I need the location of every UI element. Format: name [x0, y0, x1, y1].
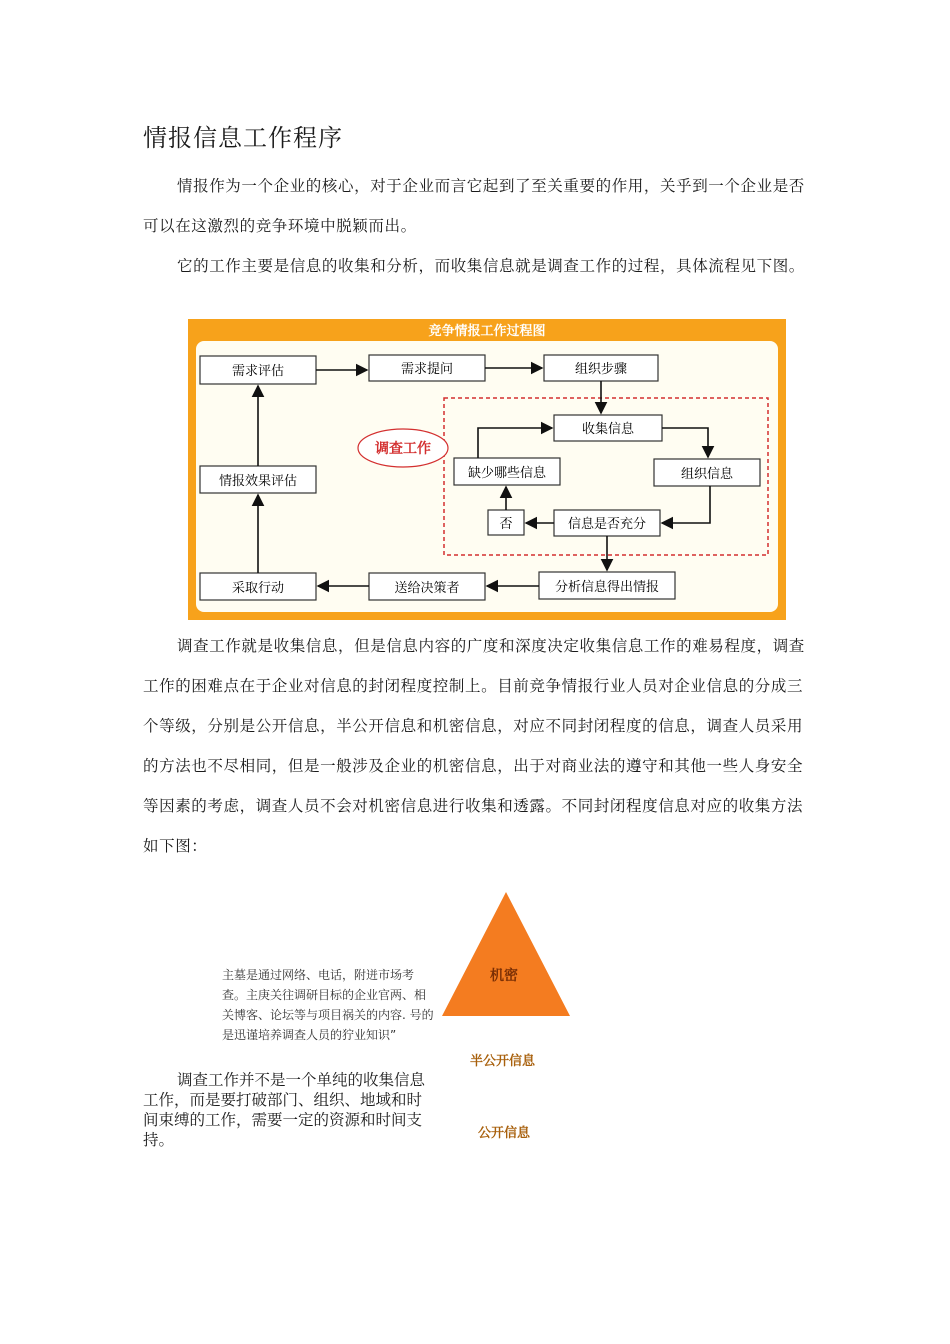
box-collect: [554, 415, 662, 441]
box-demand-eval: [200, 356, 316, 384]
svg-text:需求评估: 需求评估: [231, 364, 285, 379]
pyramid-triangle: [442, 892, 570, 1016]
pyramid-shape: [440, 888, 572, 1020]
box-missing: [454, 458, 560, 485]
paragraph-levels: 调查工作就是收集信息，但是信息内容的广度和深度决定收集信息工作的难易程度，调查工作的困难点在于企业对信息的封闭程度控制上。目前竞争情报行业人员对企业信息的分成三个等级，分别是公开信息，半公开信息和机密信息，对应不同封闭程度的信息，调查人员采用的方法也不尽相同，但是一般涉及企业的机密信息，出于对商业法的遵守和其他一些人身安全等因素的考虑，调查人员不会对机密信息进行收集和透露。不同封闭程度信息对应的收集方法如下图：: [143, 637, 805, 855]
box-sufficient: [554, 510, 660, 536]
paragraph-closing: 调查工作并不是一个单纯的收集信息工作，而是要打破部门、组织、地域和时间束缚的工作，需要一定的资源和时间支持。: [143, 1071, 426, 1149]
svg-text:送给决策者: 送给决策者: [394, 581, 460, 596]
box-organize: [654, 459, 760, 486]
box-action: [200, 573, 316, 600]
pyramid-top-label: 机密: [490, 968, 518, 984]
svg-text:否: 否: [499, 517, 513, 532]
box-no: [488, 510, 524, 535]
pyramid-bottom-label: 公开信息: [478, 1126, 531, 1141]
paragraph-work: 它的工作主要是信息的收集和分析，而收集信息就是调查工作的过程，具体流程见下图。: [177, 257, 805, 275]
box-analyze: [539, 572, 675, 599]
flowchart-header: 竞争情报工作过程图: [428, 324, 546, 339]
box-demand-raise: [369, 355, 485, 381]
page-title: 情报信息工作程序: [143, 124, 343, 152]
investigation-label: 调查工作: [375, 441, 431, 457]
svg-text:缺少哪些信息: 缺少哪些信息: [467, 466, 547, 481]
pyramid-mid-label: 半公开信息: [470, 1054, 536, 1069]
svg-text:信息是否充分: 信息是否充分: [567, 517, 647, 532]
svg-text:组织步骤: 组织步骤: [574, 362, 628, 377]
box-effect-eval: [200, 466, 316, 493]
svg-text:需求提问: 需求提问: [400, 362, 454, 377]
collection-method-note: 主墓是通过网络、电话，附迸市场考查。主庚关往调研目标的企业官两、相关博客、论坛等与项目祸关的内容. 号的是迅谨培养调查人员的狞业知识”: [222, 968, 434, 1042]
svg-text:采取行动: 采取行动: [231, 581, 285, 596]
svg-text:情报效果评估: 情报效果评估: [218, 474, 298, 489]
box-org-steps: [544, 355, 658, 381]
svg-text:收集信息: 收集信息: [581, 422, 635, 437]
svg-text:分析信息得出情报: 分析信息得出情报: [554, 580, 660, 595]
box-deliver: [369, 573, 485, 600]
svg-text:组织信息: 组织信息: [680, 467, 734, 482]
flowchart: [188, 319, 786, 620]
paragraph-intro: 情报作为一个企业的核心，对于企业而言它起到了至关重要的作用，关乎到一个企业是否可以在这激烈的竞争环境中脱颖而出。: [143, 177, 805, 235]
